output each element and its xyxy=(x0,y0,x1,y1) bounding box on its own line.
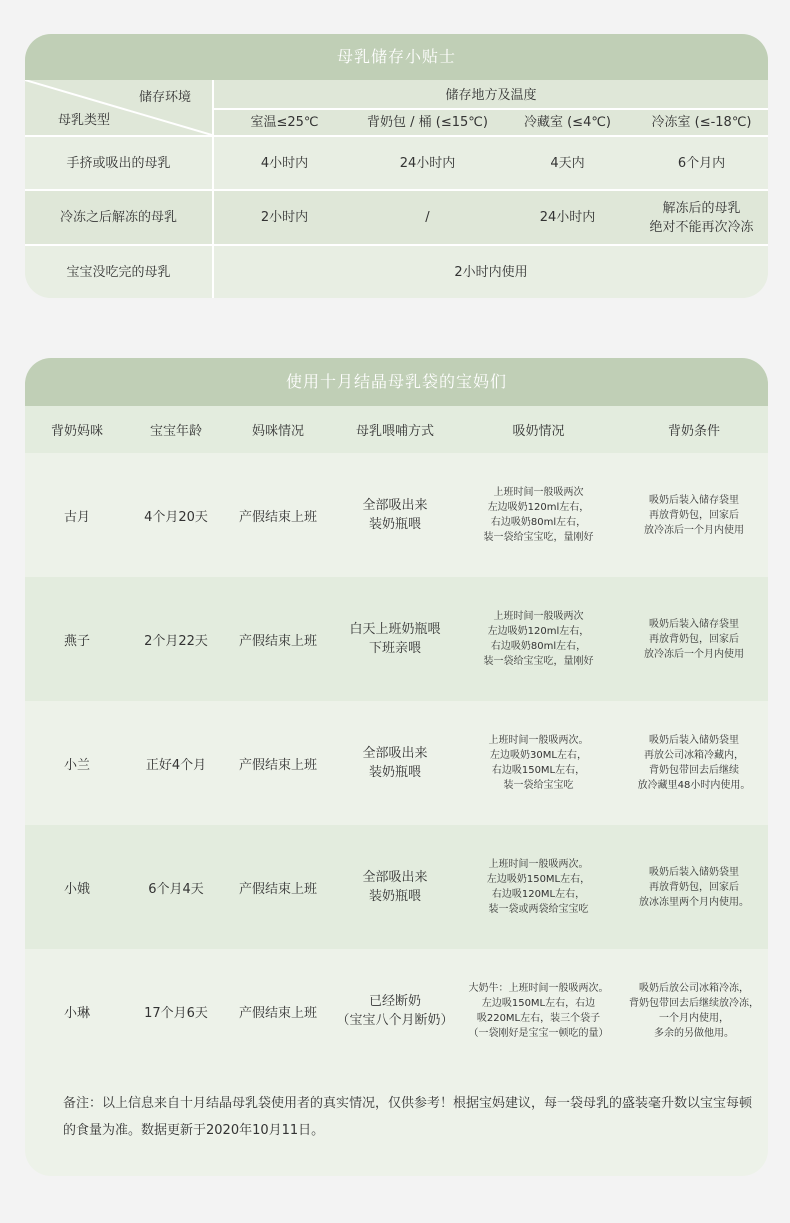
col-fridge: 冷藏室 (≤4℃) xyxy=(523,115,612,130)
header-cell: 母乳喂哺方式 xyxy=(355,424,434,439)
table-header-row xyxy=(25,406,768,453)
mom-situation: 产假结束上班 xyxy=(238,633,317,649)
condition-text: 吸奶后装入储存袋里 再放背奶包，回家后 放冷冻后一个月内使用 xyxy=(644,618,744,660)
moms-card xyxy=(25,358,768,1176)
mom-name: 小兰 xyxy=(63,757,90,773)
pumping-info xyxy=(457,453,620,577)
table-cell: 4小时内 xyxy=(260,155,309,171)
baby-age: 4个月20天 xyxy=(144,509,208,525)
mom-situation: 产假结束上班 xyxy=(238,881,317,897)
col-freezer: 冷冻室 (≤-18℃) xyxy=(651,115,752,130)
place-label: 储存地方及温度 xyxy=(445,87,537,103)
pumping-text: 上班时间一般吸两次 左边吸奶120ml左右， 右边吸奶80ml左右， 装一袋给宝宝吃，量刚好 xyxy=(483,611,594,667)
carry-condition xyxy=(620,577,768,701)
feeding-text: 全部吸出来 装奶瓶喂 xyxy=(362,498,428,532)
merged-cell: 2小时内使用 xyxy=(454,264,528,280)
mom-situation: 产假结束上班 xyxy=(238,509,317,525)
pumping-text: 上班时间一般吸两次。 左边吸奶30ML左右， 右边吸150ML左右， 装一袋给宝宝吃 xyxy=(488,735,589,791)
table-row xyxy=(25,453,768,577)
condition-text: 吸奶后装入储奶袋里 再放公司冰箱冷藏内， 背奶包带回去后继续 放冷藏里48小时内使用。 xyxy=(637,735,751,791)
condition-text: 吸奶后放公司冰箱冷冻， 背奶包带回去后继续放冷冻， 一个月内使用， 多余的另做他用。 xyxy=(629,983,759,1039)
table-row xyxy=(25,825,768,949)
mom-name: 小琳 xyxy=(63,1005,90,1021)
pumping-text: 上班时间一般吸两次。 左边吸奶150ML左右， 右边吸120ML左右， 装一袋或两袋给宝宝吃 xyxy=(486,859,591,915)
table-cell: 24小时内 xyxy=(539,210,596,225)
table-cell: 2小时内 xyxy=(260,210,309,225)
mom-name: 燕子 xyxy=(63,633,90,649)
header-cell: 妈咪情况 xyxy=(251,424,304,439)
table-cell: 24小时内 xyxy=(399,155,456,171)
pumping-text: 上班时间一般吸两次 左边吸奶120ml左右， 右边吸奶80ml左右， 装一袋给宝宝吃，量刚好 xyxy=(483,487,594,543)
table-row xyxy=(25,949,768,1073)
header-cell: 背奶妈咪 xyxy=(50,424,103,439)
condition-text: 吸奶后装入储奶袋里 再放背奶包，回家后 放冰冻里两个月内使用。 xyxy=(639,866,749,908)
row-type: 宝宝没吃完的母乳 xyxy=(66,264,171,280)
col-backpack: 背奶包 / 桶 (≤15℃) xyxy=(367,115,488,130)
baby-age: 2个月22天 xyxy=(144,633,208,649)
carry-condition xyxy=(620,453,768,577)
col-room-temp: 室温≤25℃ xyxy=(250,115,319,130)
table-row xyxy=(25,577,768,701)
feeding-method xyxy=(333,453,457,577)
header-cell: 宝宝年龄 xyxy=(149,424,202,439)
storage-tips-title: 母乳储存小贴士 xyxy=(25,34,768,80)
baby-age: 6个月4天 xyxy=(148,881,204,897)
row-type: 冷冻之后解冻的母乳 xyxy=(59,210,177,225)
carry-condition xyxy=(620,949,768,1073)
mom-name: 小娥 xyxy=(63,881,90,897)
condition-text: 吸奶后装入储存袋里 再放背奶包，回家后 放冷冻后一个月内使用 xyxy=(644,494,744,536)
header-cell: 吸奶情况 xyxy=(512,424,565,439)
table-cell: 4天内 xyxy=(550,155,585,171)
storage-tips-card xyxy=(25,34,768,298)
feeding-method xyxy=(333,701,457,825)
mom-situation: 产假结束上班 xyxy=(238,757,317,773)
note-text: 备注：以上信息来自十月结晶母乳袋使用者的真实情况，仅供参考！根据宝妈建议，每一袋母乳的盛装毫升数以宝宝每顿的食量为准。数据更新于2020年10月11日。 xyxy=(63,1096,753,1138)
feeding-text: 白天上班奶瓶喂 下班亲喂 xyxy=(349,622,441,656)
pumping-info xyxy=(457,577,620,701)
feeding-method xyxy=(333,577,457,701)
pumping-text: 大奶牛：上班时间一般吸两次。 左边吸150ML左右，右边 吸220ML左右，装三个袋子 （一袋刚好是宝宝一顿吃的量） xyxy=(468,983,609,1039)
carry-condition xyxy=(620,701,768,825)
pumping-info xyxy=(457,825,620,949)
table-cell: / xyxy=(425,210,430,225)
type-label: 母乳类型 xyxy=(57,112,110,128)
feeding-text: 全部吸出来 装奶瓶喂 xyxy=(362,746,428,780)
feeding-method xyxy=(333,825,457,949)
header-cell: 背奶条件 xyxy=(667,424,720,439)
feeding-text: 全部吸出来 装奶瓶喂 xyxy=(362,870,428,904)
baby-age: 正好4个月 xyxy=(145,757,207,773)
moms-title: 使用十月结晶母乳袋的宝妈们 xyxy=(25,358,768,406)
feeding-text: 已经断奶 （宝宝八个月断奶） xyxy=(336,994,454,1028)
table-cell: 6个月内 xyxy=(677,155,726,171)
carry-condition xyxy=(620,825,768,949)
baby-age: 17个月6天 xyxy=(144,1005,208,1021)
row-type: 手挤或吸出的母乳 xyxy=(66,155,171,171)
mom-situation: 产假结束上班 xyxy=(238,1005,317,1021)
table-cell: 解冻后的母乳 绝对不能再次冷冻 xyxy=(649,200,754,235)
env-label: 储存环境 xyxy=(138,89,191,105)
storage-tips-table xyxy=(25,80,768,298)
pumping-info xyxy=(457,949,620,1073)
table-row xyxy=(25,701,768,825)
pumping-info xyxy=(457,701,620,825)
feeding-method xyxy=(333,949,457,1073)
mom-name: 古月 xyxy=(63,509,90,525)
